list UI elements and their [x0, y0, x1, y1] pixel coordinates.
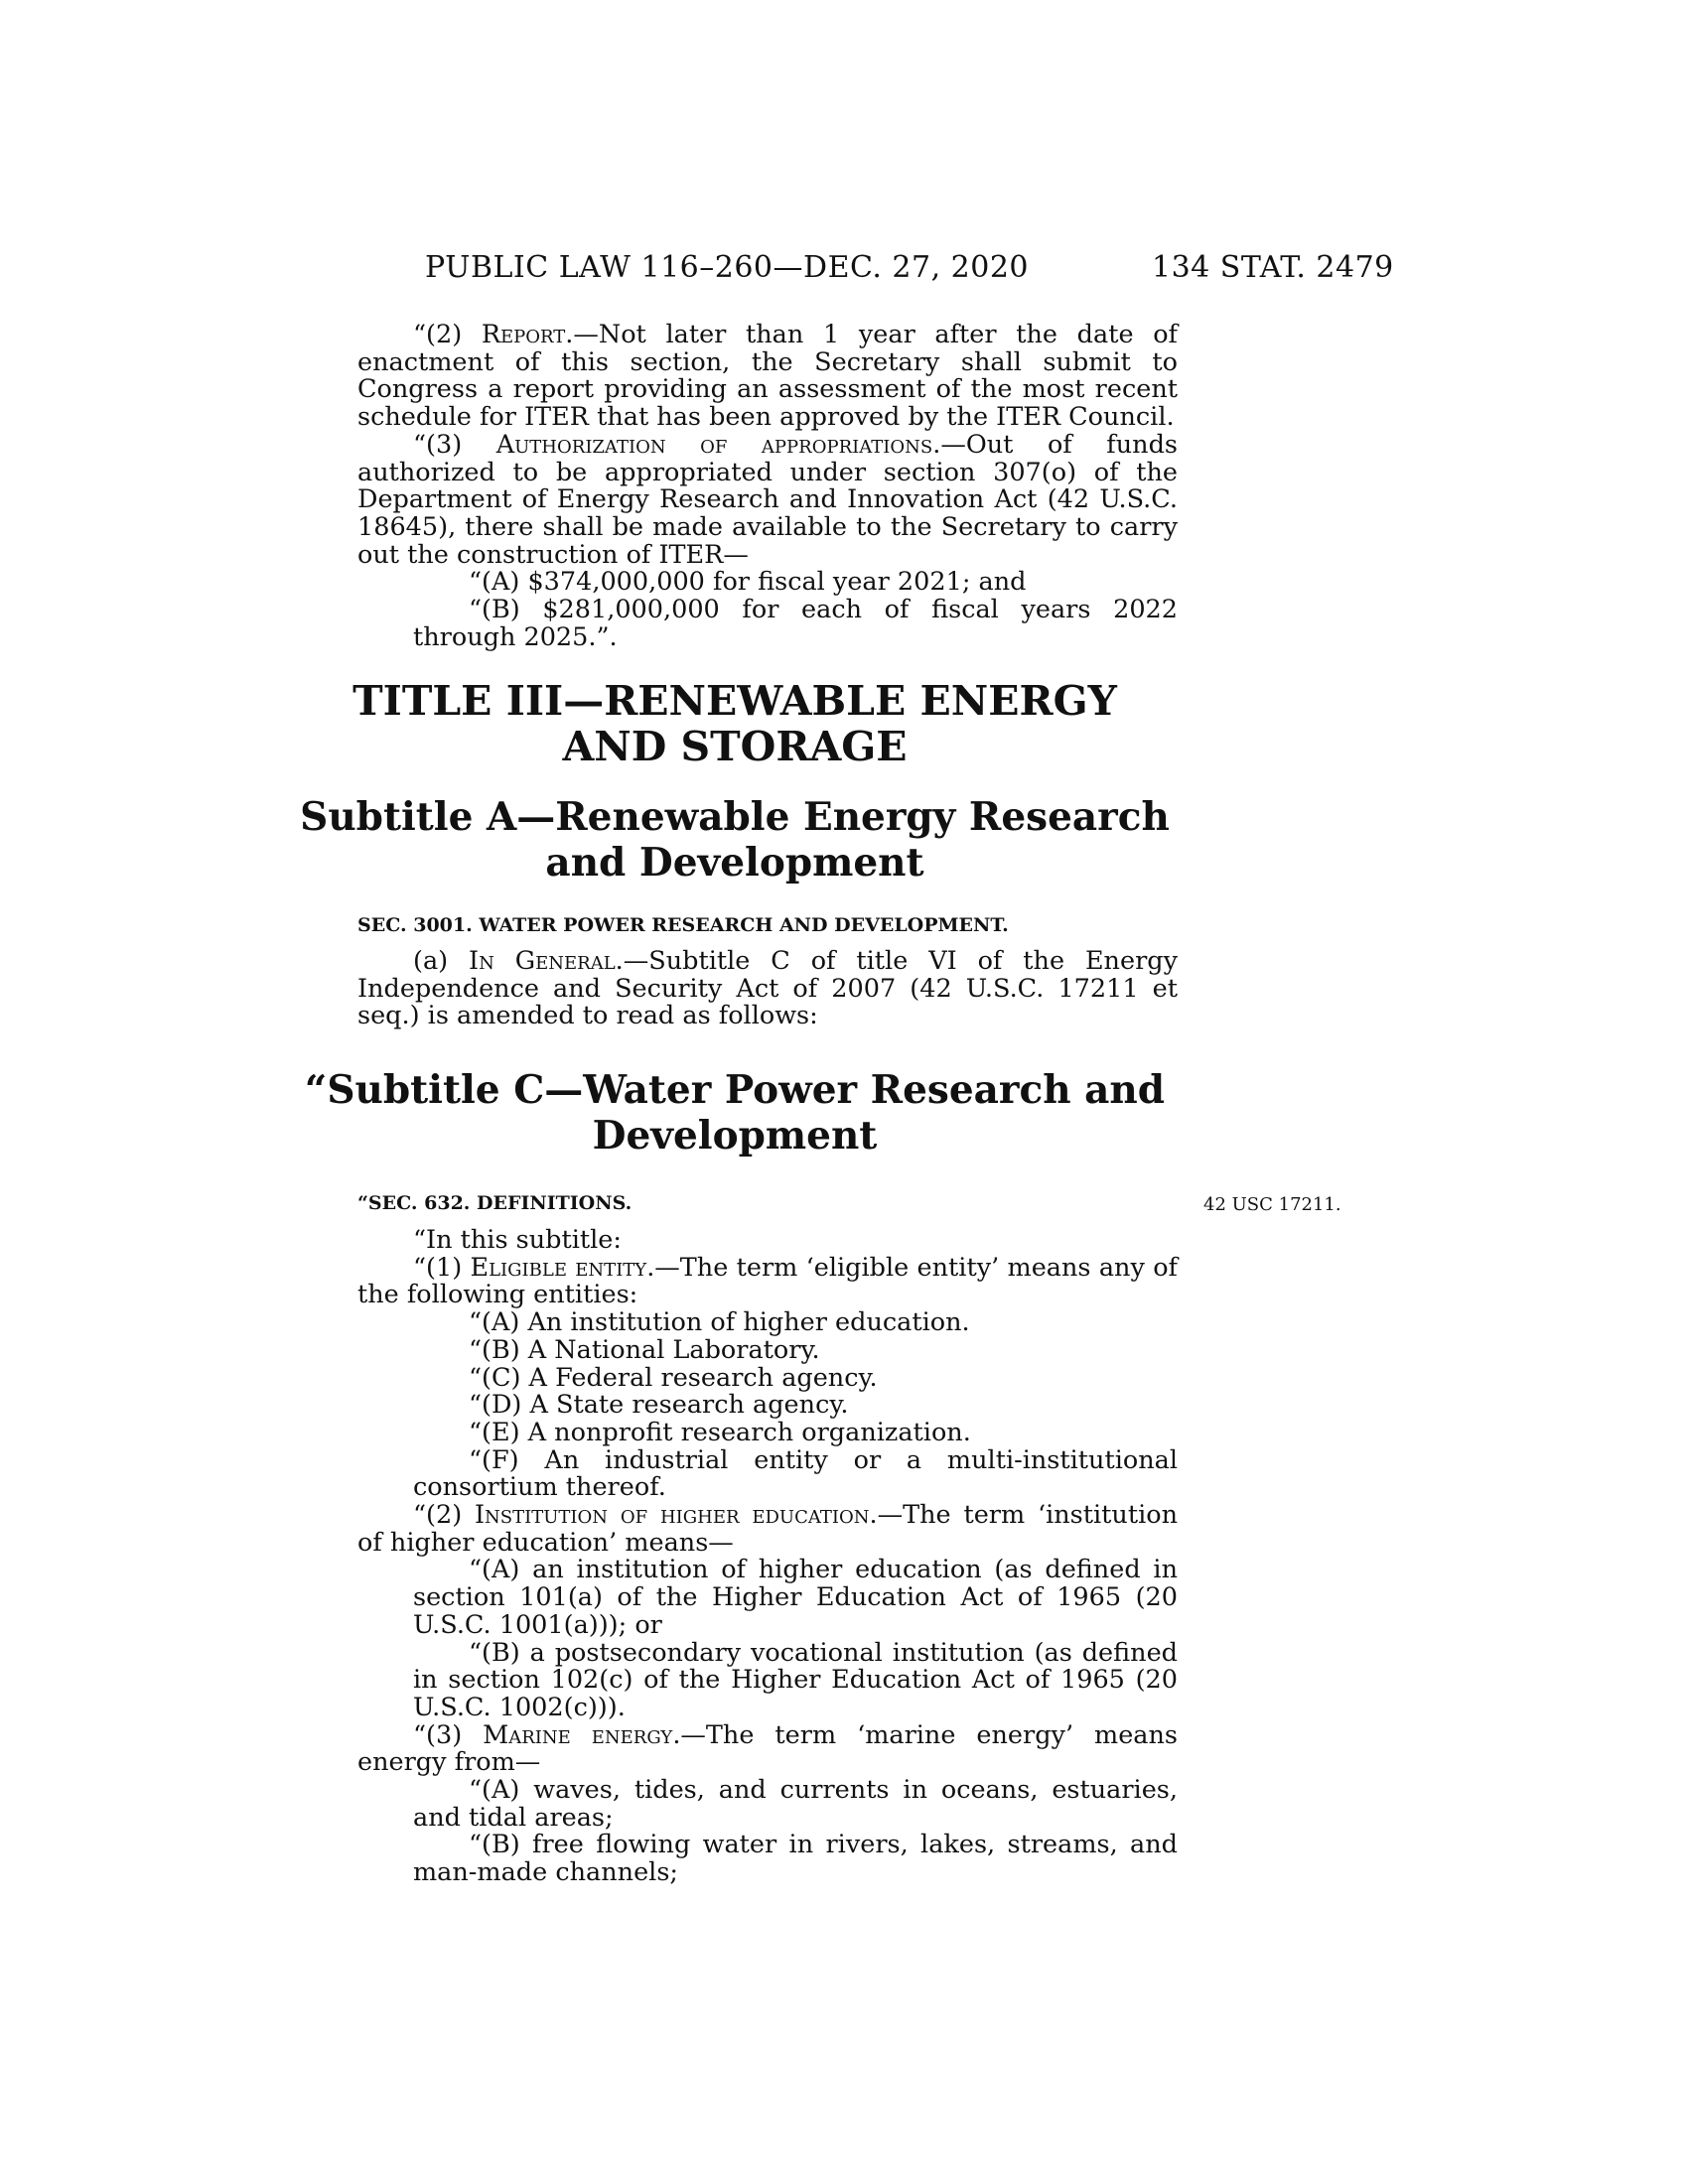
report-paragraph: “(2) Report.—Not later than 1 year after the date of enactment of this section, the Secretary shall submit to Congress a report providing an assessment of the most recent schedule for ITER that has been approved by the ITER Council. — [357, 320, 1178, 433]
definition-2: “(2) Institution of higher education.—The term ‘institution of higher education’ means— — [357, 1500, 1178, 1558]
authorization-item-b: “(B) $281,000,000 for each of fiscal years 2022 through 2025.”. — [413, 595, 1178, 652]
subtitle-a-heading: Subtitle A—Renewable Energy Research and Development — [300, 794, 1170, 886]
authorization-item-a: “(A) $374,000,000 for fiscal year 2021; and — [469, 567, 1027, 598]
definition-3-a: “(A) waves, tides, and currents in oceans, estuaries, and tidal areas; — [413, 1775, 1178, 1833]
section-632-heading: “SEC. 632. DEFINITIONS. — [357, 1192, 633, 1214]
definition-1-f: “(F) An industrial entity or a multi-institutional consortium thereof. — [413, 1444, 1178, 1503]
authorization-paragraph: “(3) Authorization of appropriations.—Out of funds authorized to be appropriated under section 307(o) of the Department of Energy Research and Innovation Act (42 U.S.C. 18645), there shall be made available to the Secretary to carry out the construction of ITER— — [357, 429, 1178, 570]
definition-1-e: “(E) A nonprofit research organization. — [469, 1417, 971, 1447]
section-3001-body — [357, 948, 1178, 1030]
definitions-intro: “In this subtitle: — [413, 1225, 622, 1255]
definition-3-b: “(B) free flowing water in rivers, lakes, streams, and man-made channels; — [413, 1830, 1178, 1888]
definition-3: “(3) Marine energy.—The term ‘marine energy’ means energy from— — [357, 1719, 1179, 1778]
definition-2-b: “(B) a postsecondary vocational institution (as defined in section 102(c) of the Higher Education Act of 1965 (20 U.S.C. 1002(c))). — [413, 1637, 1178, 1722]
definition-1: “(1) Eligible entity.—The term ‘eligible entity’ means any of the following entities: — [357, 1252, 1178, 1310]
section-632-body — [357, 1227, 1178, 1887]
top-paragraphs — [357, 322, 1178, 651]
title-iii-heading: TITLE III—RENEWABLE ENERGY AND STORAGE — [352, 677, 1117, 770]
definition-1-d: “(D) A State research agency. — [469, 1390, 849, 1421]
section-3001-heading: SEC. 3001. WATER POWER RESEARCH AND DEVELOPMENT. — [357, 914, 1009, 936]
section-3001-paragraph-a: (a) In General.—Subtitle C of title VI of the Energy Independence and Security Act of 2007 (42 U.S.C. 17211 et seq.) is amended to read as follows: — [357, 946, 1178, 1031]
definition-1-c: “(C) A Federal research agency. — [469, 1362, 878, 1393]
definition-1-a: “(A) An institution of higher education. — [469, 1307, 970, 1338]
subtitle-c-heading: “Subtitle C—Water Power Research and Development — [304, 1067, 1166, 1159]
definition-1-b: “(B) A National Laboratory. — [469, 1334, 820, 1365]
running-header-page: 134 STAT. 2479 — [1152, 250, 1394, 285]
definition-2-a: “(A) an institution of higher education (as defined in section 101(a) of the Higher Education Act of 1965 (20 U.S.C. 1001(a))); or — [413, 1555, 1178, 1640]
usc-margin-note: 42 USC 17211. — [1203, 1194, 1341, 1215]
running-header-law: PUBLIC LAW 116–260—DEC. 27, 2020 — [425, 250, 1030, 285]
